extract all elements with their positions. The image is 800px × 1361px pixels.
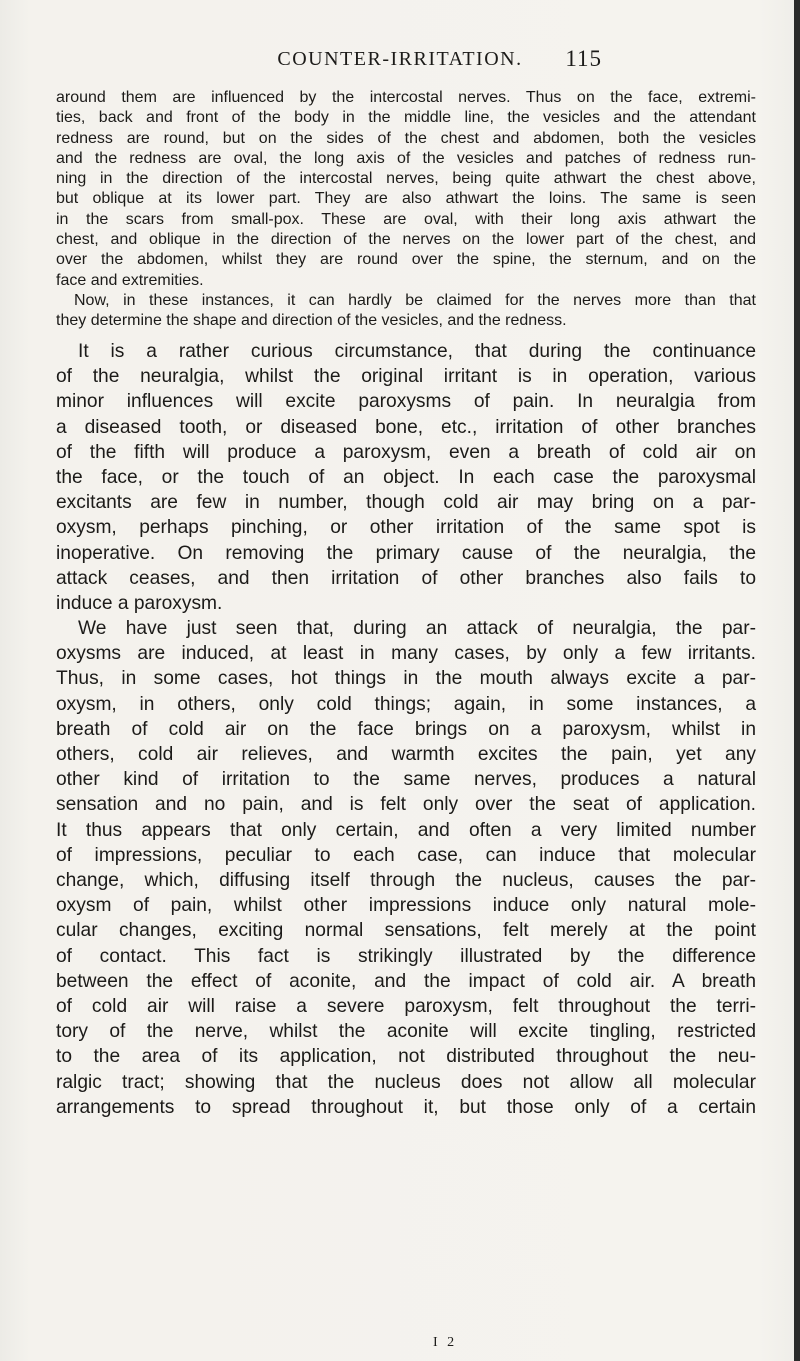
text-line: oxysm, in others, only cold things; again, in some instances, a: [56, 693, 756, 715]
text-line: to the area of its application, not distributed throughout the neu-: [56, 1046, 756, 1068]
text-line: over the abdomen, whilst they are round over the spine, the sternum, and on the: [56, 251, 756, 269]
text-line: ning in the direction of the intercostal nerves, being quite athwart the chest above,: [56, 170, 756, 188]
signature-mark: I 2: [433, 1335, 458, 1350]
text-line: It is a rather curious circumstance, that during the continuance: [78, 341, 756, 362]
text-line: face and extremities.: [56, 271, 204, 289]
text-line: the face, or the touch of an object. In each case the paroxysmal: [56, 467, 756, 489]
page-edge: [794, 0, 800, 1361]
text-line: arrangements to spread throughout it, but those only of a certain: [56, 1096, 756, 1118]
page-number: 115: [565, 46, 602, 71]
text-line: cular changes, exciting normal sensations, felt merely at the point: [56, 920, 756, 942]
text-line: attack ceases, and then irritation of other branches also fails to: [56, 567, 756, 589]
text-line: around them are influenced by the intercostal nerves. Thus on the face, extremi-: [56, 89, 756, 106]
text-line: other kind of irritation to the same nerves, produces a natural: [56, 769, 756, 791]
text-line: ralgic tract; showing that the nucleus does not allow all molecular: [56, 1071, 756, 1093]
text-line: tory of the nerve, whilst the aconite will excite tingling, restricted: [56, 1021, 756, 1043]
text-line: sensation and no pain, and is felt only over the seat of application.: [56, 794, 756, 816]
text-line: induce a paroxysm.: [56, 593, 223, 615]
text-line: Now, in these instances, it can hardly be claimed for the nerves more than that: [74, 292, 756, 309]
paragraph-small-1: [56, 88, 756, 291]
text-line: oxysm, perhaps pinching, or other irritation of the same spot is: [56, 517, 756, 539]
text-line: of impressions, peculiar to each case, can induce that molecular: [56, 844, 756, 866]
text-line: breath of cold air on the face brings on a paroxysm, whilst in: [56, 718, 756, 740]
text-line: of cold air will raise a severe paroxysm, felt throughout the terri-: [56, 996, 756, 1018]
text-line: ties, back and front of the body in the middle line, the vesicles and the attendant: [56, 109, 756, 127]
text-line: excitants are few in number, though cold air may bring on a par-: [56, 492, 756, 514]
paragraph-large-1: [56, 339, 756, 616]
text-line: and the redness are oval, the long axis of the vesicles and patches of redness run-: [56, 149, 756, 167]
text-line: of contact. This fact is strikingly illustrated by the difference: [56, 945, 756, 967]
text-line: others, cold air relieves, and warmth excites the pain, yet any: [56, 744, 756, 766]
paragraph-large-2: [56, 616, 756, 1120]
text-line: of the neuralgia, whilst the original irritant is in operation, various: [56, 366, 756, 388]
text-line: minor influences will excite paroxysms of pain. In neuralgia from: [56, 391, 756, 413]
text-line: oxysms are induced, at least in many cases, by only a few irritants.: [56, 643, 756, 665]
text-line: It thus appears that only certain, and often a very limited number: [56, 819, 756, 841]
text-line: but oblique at its lower part. They are also athwart the loins. The same is seen: [56, 190, 756, 208]
text-line: redness are round, but on the sides of the chest and abdomen, both the vesicles: [56, 129, 756, 147]
text-line: oxysm of pain, whilst other impressions induce only natural mole-: [56, 895, 756, 917]
text-line: in the scars from small-pox. These are oval, with their long axis athwart the: [56, 210, 756, 228]
text-line: change, which, diffusing itself through the nucleus, causes the par-: [56, 870, 756, 892]
paragraph-small-2: [56, 291, 756, 332]
text-line: chest, and oblique in the direction of the nerves on the lower part of the chest, and: [56, 231, 756, 249]
text-line: inoperative. On removing the primary cause of the neuralgia, the: [56, 542, 756, 564]
text-line: between the effect of aconite, and the impact of cold air. A breath: [56, 970, 756, 992]
text-line: We have just seen that, during an attack of neuralgia, the par-: [78, 618, 756, 639]
text-line: a diseased tooth, or diseased bone, etc., irritation of other branches: [56, 416, 756, 438]
running-head: COUNTER-IRRITATION.: [277, 48, 523, 70]
text-line: of the fifth will produce a paroxysm, even a breath of cold air on: [56, 441, 756, 463]
text-line: Thus, in some cases, hot things in the mouth always excite a par-: [56, 668, 756, 690]
text-line: they determine the shape and direction of the vesicles, and the redness.: [56, 312, 567, 330]
